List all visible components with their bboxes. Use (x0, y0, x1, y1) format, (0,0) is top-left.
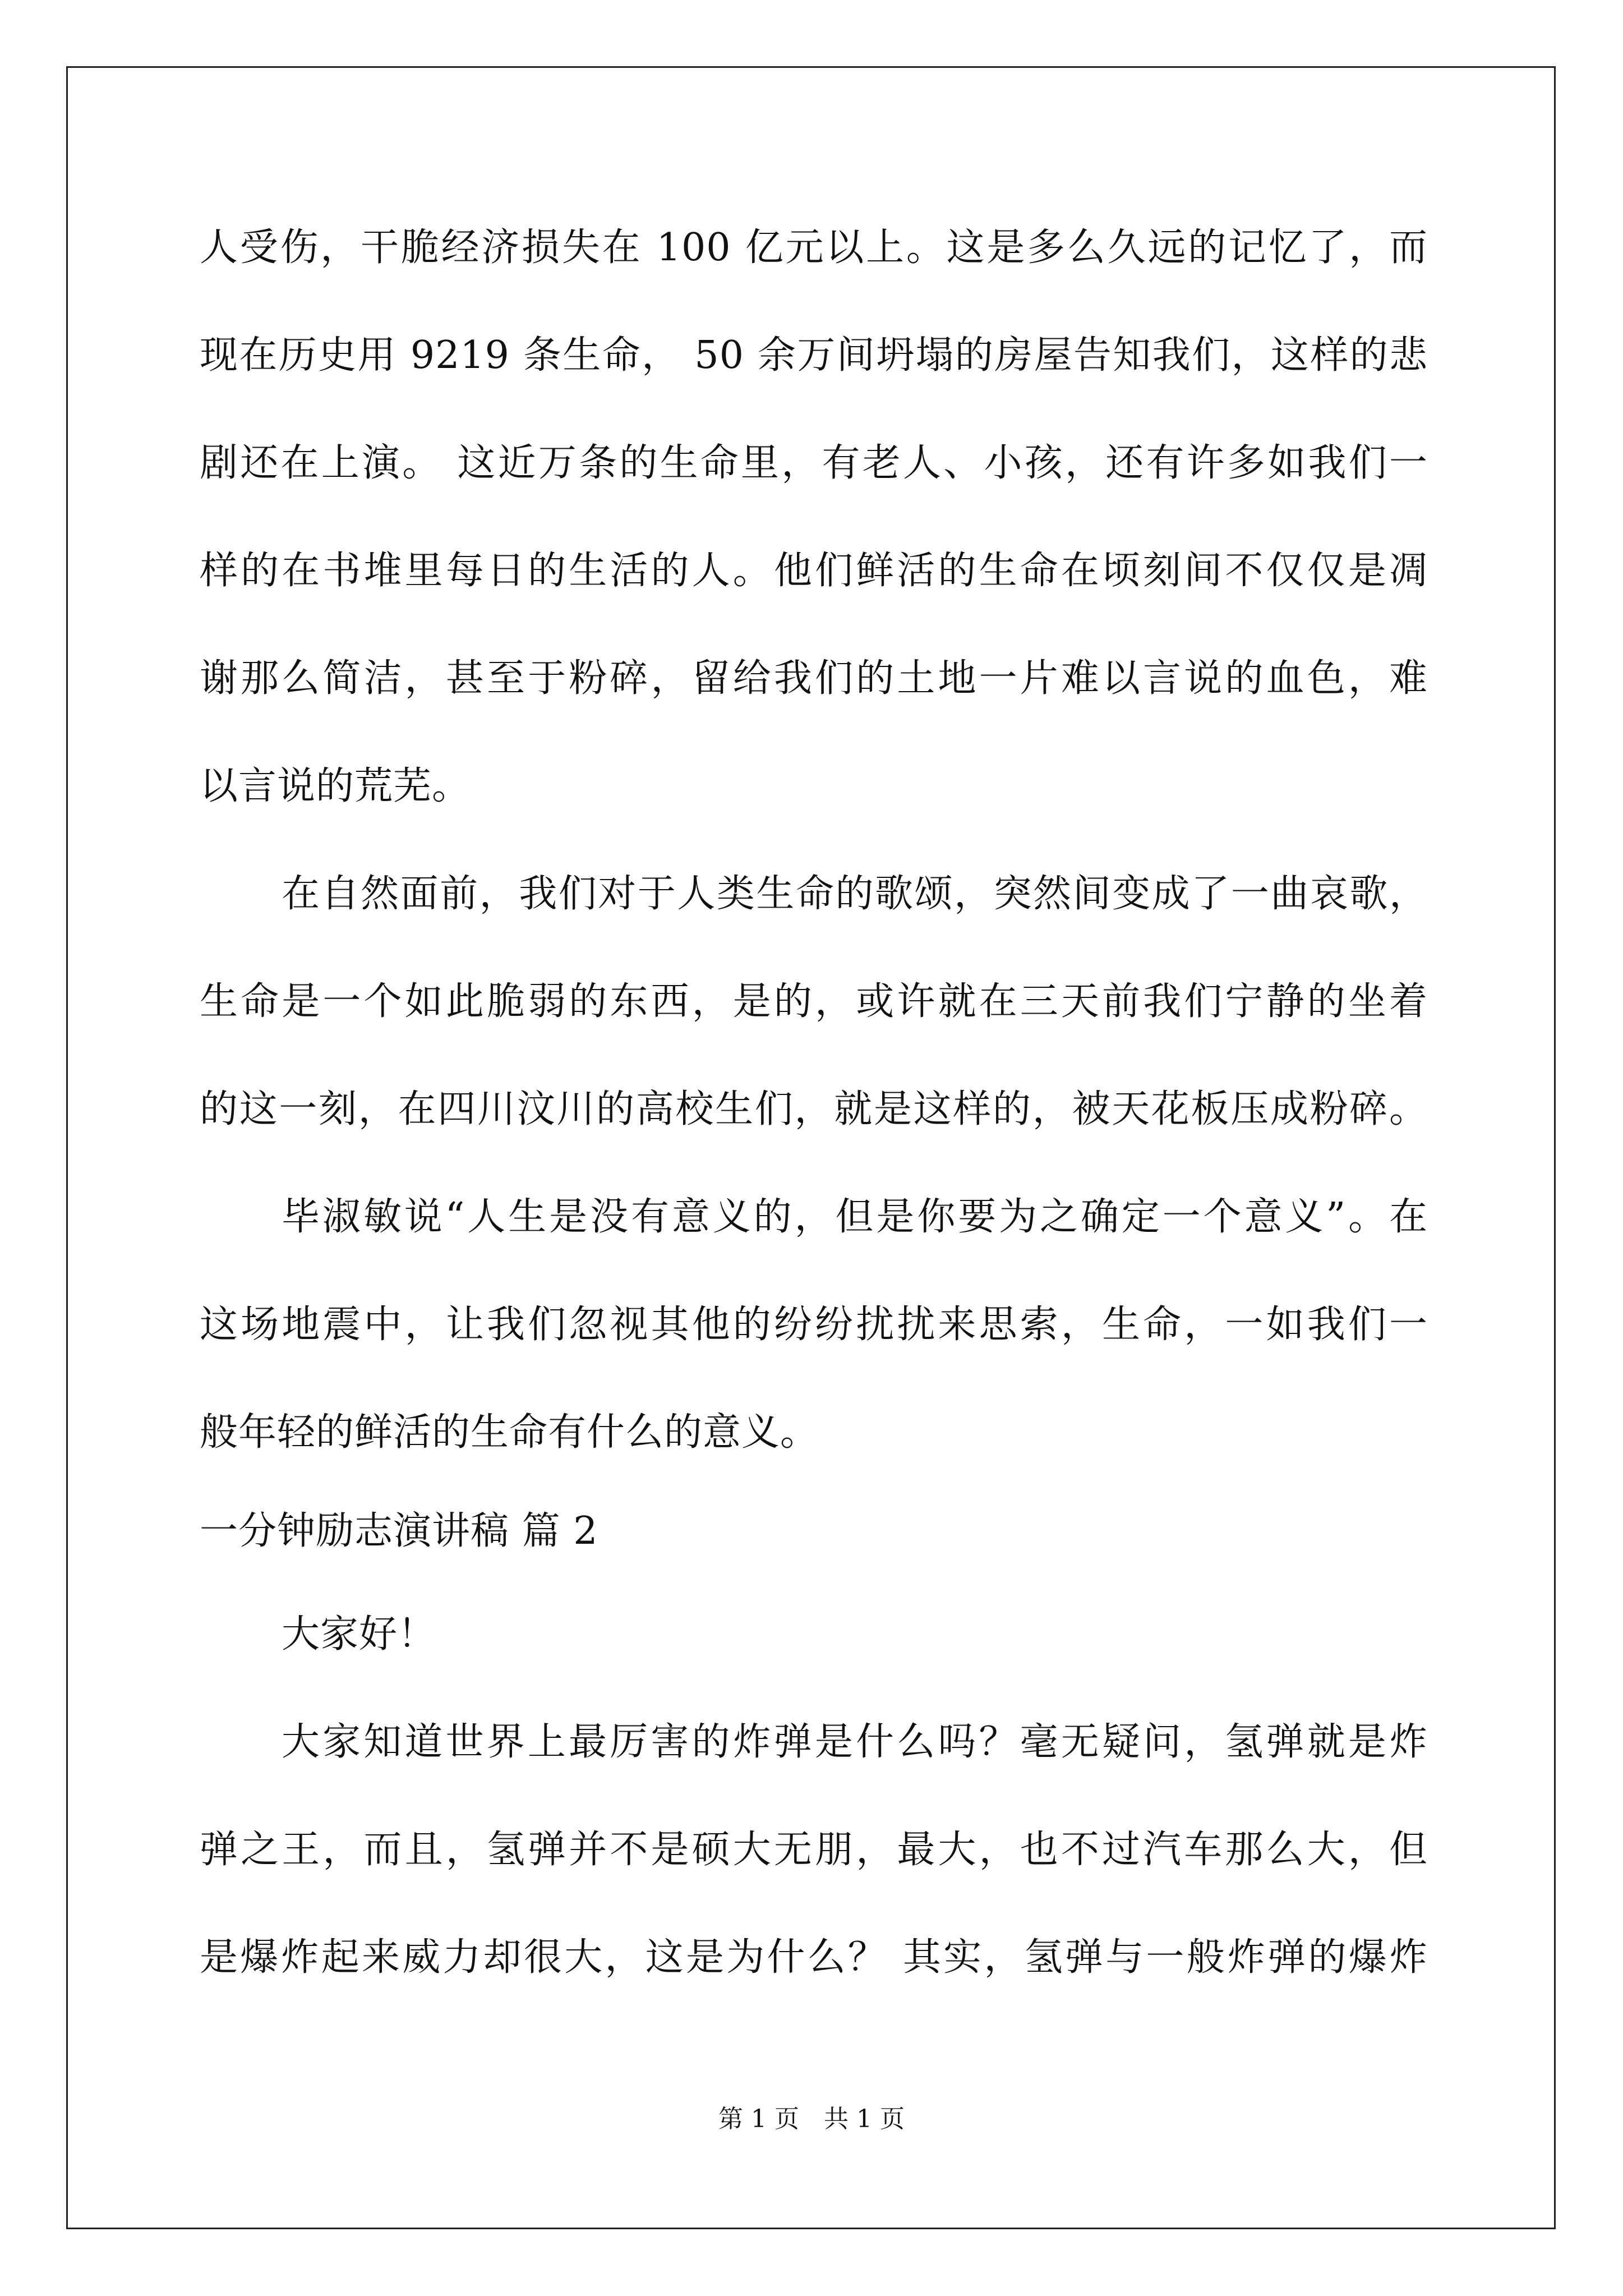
paragraph-line: 大家知道世界上最厉害的炸弹是什么吗？毫无疑问，氢弹就是炸 (282, 1720, 1428, 1764)
paragraph-line: 剧还在上演。 这近万条的生命里，有老人、小孩，还有许多如我们一 (200, 441, 1428, 485)
paragraph-line: 样的在书堆里每日的生活的人。他们鲜活的生命在顷刻间不仅仅是凋 (200, 549, 1428, 593)
page-border (66, 66, 1556, 2229)
paragraph-line: 在自然面前，我们对于人类生命的歌颂，突然间变成了一曲哀歌， (282, 872, 1428, 916)
paragraph-line: 生命是一个如此脆弱的东西，是的，或许就在三天前我们宁静的坐着 (200, 979, 1428, 1024)
paragraph-line: 弹之王，而且，氢弹并不是硕大无朋，最大，也不过汽车那么大，但 (200, 1828, 1428, 1872)
paragraph-line: 是爆炸起来威力却很大，这是为什么？ 其实，氢弹与一般炸弹的爆炸 (200, 1935, 1428, 1980)
greeting-line: 大家好！ (282, 1612, 437, 1657)
paragraph-line: 毕淑敏说“人生是没有意义的，但是你要为之确定一个意义”。在 (282, 1195, 1428, 1239)
section-heading: 一分钟励志演讲稿 篇 2 (200, 1509, 598, 1553)
paragraph-line: 谢那么简洁，甚至于粉碎，留给我们的土地一片难以言说的血色，难 (200, 656, 1428, 701)
paragraph-line: 的这一刻，在四川汶川的高校生们，就是这样的，被天花板压成粉碎。 (200, 1087, 1428, 1131)
paragraph-line: 现在历史用 9219 条生命， 50 余万间坍塌的房屋告知我们，这样的悲 (200, 333, 1428, 378)
page-footer: 第 1 页 共 1 页 (718, 2105, 905, 2133)
paragraph-line: 这场地震中，让我们忽视其他的纷纷扰扰来思索，生命，一如我们一 (200, 1303, 1428, 1347)
paragraph-line: 人受伤，干脆经济损失在 100 亿元以上。这是多么久远的记忆了，而 (200, 226, 1428, 270)
paragraph-line: 以言说的荒芜。 (200, 764, 471, 808)
paragraph-line: 般年轻的鲜活的生命有什么的意义。 (200, 1410, 819, 1455)
